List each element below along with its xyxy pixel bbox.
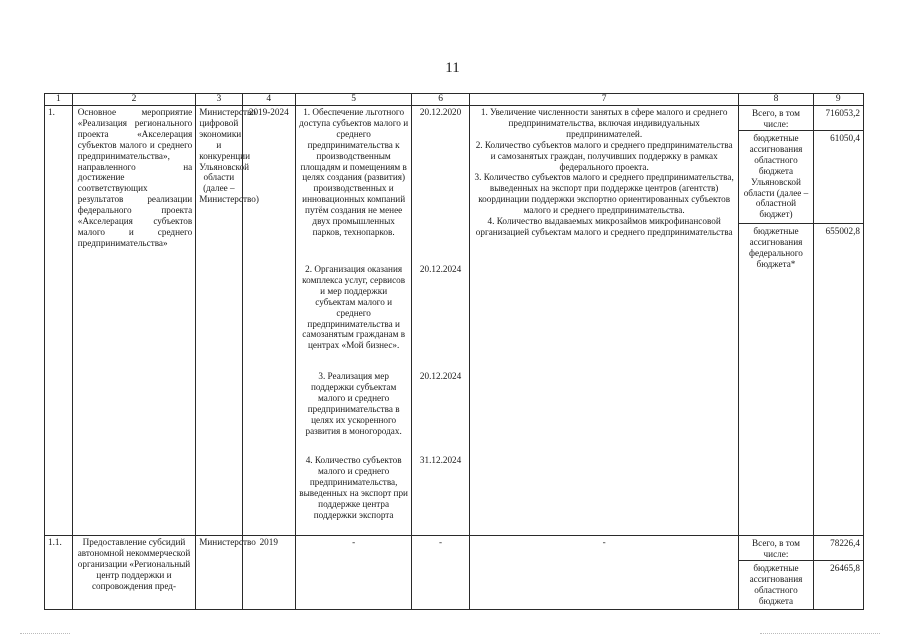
deadlines-list bbox=[412, 106, 470, 536]
deadline: 20.12.2024 bbox=[419, 371, 462, 382]
results-list bbox=[296, 106, 412, 536]
page-number: 11 bbox=[445, 60, 460, 76]
header-cell: 1 bbox=[45, 94, 73, 106]
scan-artifact bbox=[20, 633, 70, 634]
scan-artifact bbox=[760, 633, 880, 634]
table-row bbox=[45, 106, 864, 536]
header-cell: 3 bbox=[196, 94, 242, 106]
funding-values bbox=[813, 536, 863, 609]
period: 2019 bbox=[242, 536, 296, 609]
header-cell: 7 bbox=[469, 94, 739, 106]
result-item: 3. Реализация мер поддержки субъектам малого и среднего предпринимательства в целях их ускоренного развития в моногородах. bbox=[305, 371, 402, 436]
value-total: 716053,2 bbox=[814, 106, 863, 131]
source-regional: бюджетные ассигнования областного бюджета Ульяновской области (далее – областной бюджет) bbox=[739, 131, 812, 224]
header-cell: 6 bbox=[412, 94, 470, 106]
results-list: - bbox=[296, 536, 412, 609]
executor: Министерство bbox=[196, 536, 242, 609]
source-total: Всего, в том числе: bbox=[739, 536, 812, 561]
value-regional: 61050,4 bbox=[814, 131, 863, 224]
source-regional: бюджетные ассигнования областного бюджета bbox=[749, 563, 803, 606]
source-federal: бюджетные ассигнования федерального бюджета* bbox=[749, 226, 803, 269]
activity-name: Основное мероприятие «Реализация регионального проекта «Акселерация субъектов малого и среднего предпринимательства», направленного на достижение соответствующих результатов реализации федерального проекта «Акселерация субъектов малого и среднего предпринимательства» bbox=[72, 106, 195, 536]
period: 2019-2024 bbox=[242, 106, 296, 536]
program-table bbox=[44, 93, 864, 610]
value-federal: 655002,8 bbox=[825, 226, 860, 237]
indicator-item: 1. Увеличение численности занятых в сфере малого и среднего предпринимательства, включая индивидуальных предпринимателей. bbox=[480, 107, 728, 139]
indicators-list bbox=[469, 106, 739, 536]
header-cell: 2 bbox=[72, 94, 195, 106]
deadlines-list: - bbox=[412, 536, 470, 609]
indicator-item: 3. Количество субъектов малого и среднего предпринимательства, выведенных на экспорт при поддержке центров (агентств) координации поддержки экспортно ориентированных субъектов малого и среднего предпринимательства. bbox=[474, 172, 734, 215]
indicator-item: 2. Количество субъектов малого и среднего предпринимательства и самозанятых граждан, получивших поддержку в рамках федерального проекта. bbox=[475, 139, 733, 172]
header-row bbox=[45, 94, 864, 106]
value-regional: 26465,8 bbox=[830, 563, 860, 574]
result-item: 4. Количество субъектов малого и среднего предпринимательства, выведенных на экспорт при поддержке центра поддержки экспорта bbox=[299, 455, 408, 520]
header-cell: 5 bbox=[296, 94, 412, 106]
row-number: 1. bbox=[45, 106, 73, 536]
header-cell: 9 bbox=[813, 94, 863, 106]
table-row bbox=[45, 536, 864, 609]
result-item: 1. Обеспечение льготного доступа субъектов малого и среднего предпринимательства к производственным площадям и помещениям в целях создания (развития) производственных и инновационных компаний путём создания не менее двух промышленных парков, технопарков. bbox=[299, 107, 409, 237]
executor: Министерство цифровой экономики и конкуренции Ульяновской области (далее – Министерство) bbox=[196, 106, 242, 536]
indicator-item: 4. Количество выдаваемых микрозаймов микрофинансовой организацией субъектам малого и среднего предпринимательства bbox=[475, 215, 733, 237]
row-number: 1.1. bbox=[45, 536, 73, 609]
result-item: 2. Организация оказания комплекса услуг, сервисов и мер поддержки субъектам малого и среднего предпринимательства и самозанятым гражданам в центрах «Мой бизнес». bbox=[302, 264, 406, 351]
deadline: 20.12.2024 bbox=[419, 264, 462, 275]
funding-sources bbox=[739, 106, 813, 536]
header-cell: 4 bbox=[242, 94, 296, 106]
funding-sources bbox=[739, 536, 813, 609]
source-total: Всего, в том числе: bbox=[739, 106, 812, 131]
funding-values bbox=[813, 106, 863, 536]
deadline: 31.12.2024 bbox=[419, 455, 462, 466]
value-total: 78226,4 bbox=[814, 536, 863, 561]
deadline: 20.12.2020 bbox=[419, 107, 462, 118]
indicators-list: - bbox=[469, 536, 739, 609]
activity-name: Предоставление субсидий автономной некоммерческой организации «Региональный центр поддержки и сопровождения пред- bbox=[72, 536, 195, 609]
header-cell: 8 bbox=[739, 94, 813, 106]
